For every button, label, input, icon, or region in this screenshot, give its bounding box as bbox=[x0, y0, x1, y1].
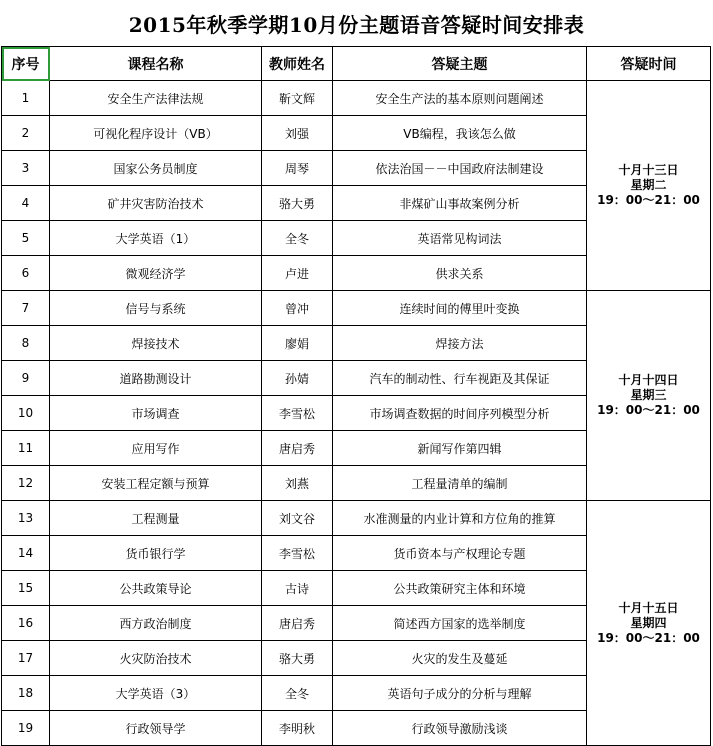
cell-index[interactable]: 8 bbox=[2, 326, 50, 361]
cell-index[interactable]: 16 bbox=[2, 606, 50, 641]
cell-index[interactable]: 12 bbox=[2, 466, 50, 501]
time-date: 十月十四日 bbox=[618, 373, 679, 387]
cell-course[interactable]: 市场调查 bbox=[50, 396, 262, 431]
cell-teacher[interactable]: 卢进 bbox=[262, 256, 333, 291]
cell-topic[interactable]: 连续时间的傅里叶变换 bbox=[333, 291, 587, 326]
schedule-table bbox=[1, 46, 711, 746]
cell-teacher[interactable]: 古诗 bbox=[262, 571, 333, 606]
cell-topic[interactable]: 行政领导激励浅谈 bbox=[333, 711, 587, 746]
cell-course[interactable]: 行政领导学 bbox=[50, 711, 262, 746]
cell-course[interactable]: 货币银行学 bbox=[50, 536, 262, 571]
cell-teacher[interactable]: 骆大勇 bbox=[262, 641, 333, 676]
cell-course[interactable]: 国家公务员制度 bbox=[50, 151, 262, 186]
cell-teacher[interactable]: 李雪松 bbox=[262, 396, 333, 431]
table-row bbox=[2, 291, 711, 326]
time-weekday: 星期四 bbox=[630, 615, 667, 630]
header-cell-topic[interactable]: 答疑主题 bbox=[333, 47, 587, 81]
cell-course[interactable]: 微观经济学 bbox=[50, 256, 262, 291]
cell-topic[interactable]: VB编程，我该怎么做 bbox=[333, 116, 587, 151]
cell-index[interactable]: 6 bbox=[2, 256, 50, 291]
header-cell-index[interactable]: 序号 bbox=[2, 47, 50, 81]
cell-teacher[interactable]: 骆大勇 bbox=[262, 186, 333, 221]
time-time: 19：00～21：00 bbox=[597, 193, 700, 207]
cell-topic[interactable]: 简述西方国家的选举制度 bbox=[333, 606, 587, 641]
cell-index[interactable]: 3 bbox=[2, 151, 50, 186]
cell-course[interactable]: 安全生产法律法规 bbox=[50, 81, 262, 116]
cell-index[interactable]: 5 bbox=[2, 221, 50, 256]
cell-topic[interactable]: 非煤矿山事故案例分析 bbox=[333, 186, 587, 221]
cell-topic[interactable]: 火灾的发生及蔓延 bbox=[333, 641, 587, 676]
cell-course[interactable]: 火灾防治技术 bbox=[50, 641, 262, 676]
cell-index[interactable]: 14 bbox=[2, 536, 50, 571]
table-row bbox=[2, 81, 711, 116]
cell-index[interactable]: 15 bbox=[2, 571, 50, 606]
cell-index[interactable]: 18 bbox=[2, 676, 50, 711]
header-cell-course[interactable]: 课程名称 bbox=[50, 47, 262, 81]
cell-index[interactable]: 2 bbox=[2, 116, 50, 151]
cell-teacher[interactable]: 曾冲 bbox=[262, 291, 333, 326]
cell-index[interactable]: 17 bbox=[2, 641, 50, 676]
cell-time[interactable] bbox=[587, 291, 711, 501]
cell-topic[interactable]: 汽车的制动性、行车视距及其保证 bbox=[333, 361, 587, 396]
cell-course[interactable]: 大学英语（1） bbox=[50, 221, 262, 256]
cell-topic[interactable]: 依法治国－－中国政府法制建设 bbox=[333, 151, 587, 186]
cell-course[interactable]: 工程测量 bbox=[50, 501, 262, 536]
cell-course[interactable]: 西方政治制度 bbox=[50, 606, 262, 641]
cell-teacher[interactable]: 周琴 bbox=[262, 151, 333, 186]
cell-teacher[interactable]: 孙婧 bbox=[262, 361, 333, 396]
header-cell-teacher[interactable]: 教师姓名 bbox=[262, 47, 333, 81]
cell-teacher[interactable]: 刘燕 bbox=[262, 466, 333, 501]
cell-topic[interactable]: 市场调查数据的时间序列模型分析 bbox=[333, 396, 587, 431]
cell-index[interactable]: 19 bbox=[2, 711, 50, 746]
cell-topic[interactable]: 英语常见构词法 bbox=[333, 221, 587, 256]
time-weekday: 星期三 bbox=[630, 388, 667, 402]
cell-teacher[interactable]: 刘强 bbox=[262, 116, 333, 151]
cell-course[interactable]: 焊接技术 bbox=[50, 326, 262, 361]
cell-index[interactable]: 7 bbox=[2, 291, 50, 326]
cell-index[interactable]: 11 bbox=[2, 431, 50, 466]
cell-topic[interactable]: 工程量清单的编制 bbox=[333, 466, 587, 501]
header-cell-time[interactable]: 答疑时间 bbox=[587, 47, 711, 81]
cell-course[interactable]: 公共政策导论 bbox=[50, 571, 262, 606]
cell-topic[interactable]: 公共政策研究主体和环境 bbox=[333, 571, 587, 606]
cell-teacher[interactable]: 李雪松 bbox=[262, 536, 333, 571]
cell-index[interactable]: 9 bbox=[2, 361, 50, 396]
cell-index[interactable]: 13 bbox=[2, 501, 50, 536]
cell-index[interactable]: 1 bbox=[2, 81, 50, 116]
cell-teacher[interactable]: 唐启秀 bbox=[262, 431, 333, 466]
time-weekday: 星期二 bbox=[630, 178, 667, 192]
time-date: 十月十五日 bbox=[618, 600, 679, 615]
cell-topic[interactable]: 供求关系 bbox=[333, 256, 587, 291]
cell-time[interactable] bbox=[587, 81, 711, 291]
table-row bbox=[2, 501, 711, 536]
time-date: 十月十三日 bbox=[618, 163, 679, 177]
header-row bbox=[2, 47, 711, 81]
cell-course[interactable]: 信号与系统 bbox=[50, 291, 262, 326]
time-time: 19：00～21：00 bbox=[597, 403, 700, 417]
cell-topic[interactable]: 新闻写作第四辑 bbox=[333, 431, 587, 466]
cell-index[interactable]: 10 bbox=[2, 396, 50, 431]
cell-teacher[interactable]: 刘文谷 bbox=[262, 501, 333, 536]
cell-topic[interactable]: 水准测量的内业计算和方位角的推算 bbox=[333, 501, 587, 536]
cell-topic[interactable]: 货币资本与产权理论专题 bbox=[333, 536, 587, 571]
cell-teacher[interactable]: 全冬 bbox=[262, 676, 333, 711]
cell-course[interactable]: 可视化程序设计（VB） bbox=[50, 116, 262, 151]
cell-course[interactable]: 安装工程定额与预算 bbox=[50, 466, 262, 501]
cell-teacher[interactable]: 廖娟 bbox=[262, 326, 333, 361]
cell-teacher[interactable]: 靳文辉 bbox=[262, 81, 333, 116]
time-time: 19：00～21：00 bbox=[597, 630, 700, 645]
cell-index[interactable]: 4 bbox=[2, 186, 50, 221]
cell-time[interactable] bbox=[587, 501, 711, 746]
cell-topic[interactable]: 安全生产法的基本原则问题阐述 bbox=[333, 81, 587, 116]
cell-teacher[interactable]: 李明秋 bbox=[262, 711, 333, 746]
cell-topic[interactable]: 英语句子成分的分析与理解 bbox=[333, 676, 587, 711]
cell-teacher[interactable]: 唐启秀 bbox=[262, 606, 333, 641]
cell-course[interactable]: 矿井灾害防治技术 bbox=[50, 186, 262, 221]
cell-course[interactable]: 大学英语（3） bbox=[50, 676, 262, 711]
cell-topic[interactable]: 焊接方法 bbox=[333, 326, 587, 361]
cell-teacher[interactable]: 全冬 bbox=[262, 221, 333, 256]
page-title: 2015年秋季学期10月份主题语音答疑时间安排表 bbox=[128, 12, 585, 37]
cell-course[interactable]: 应用写作 bbox=[50, 431, 262, 466]
cell-course[interactable]: 道路勘测设计 bbox=[50, 361, 262, 396]
